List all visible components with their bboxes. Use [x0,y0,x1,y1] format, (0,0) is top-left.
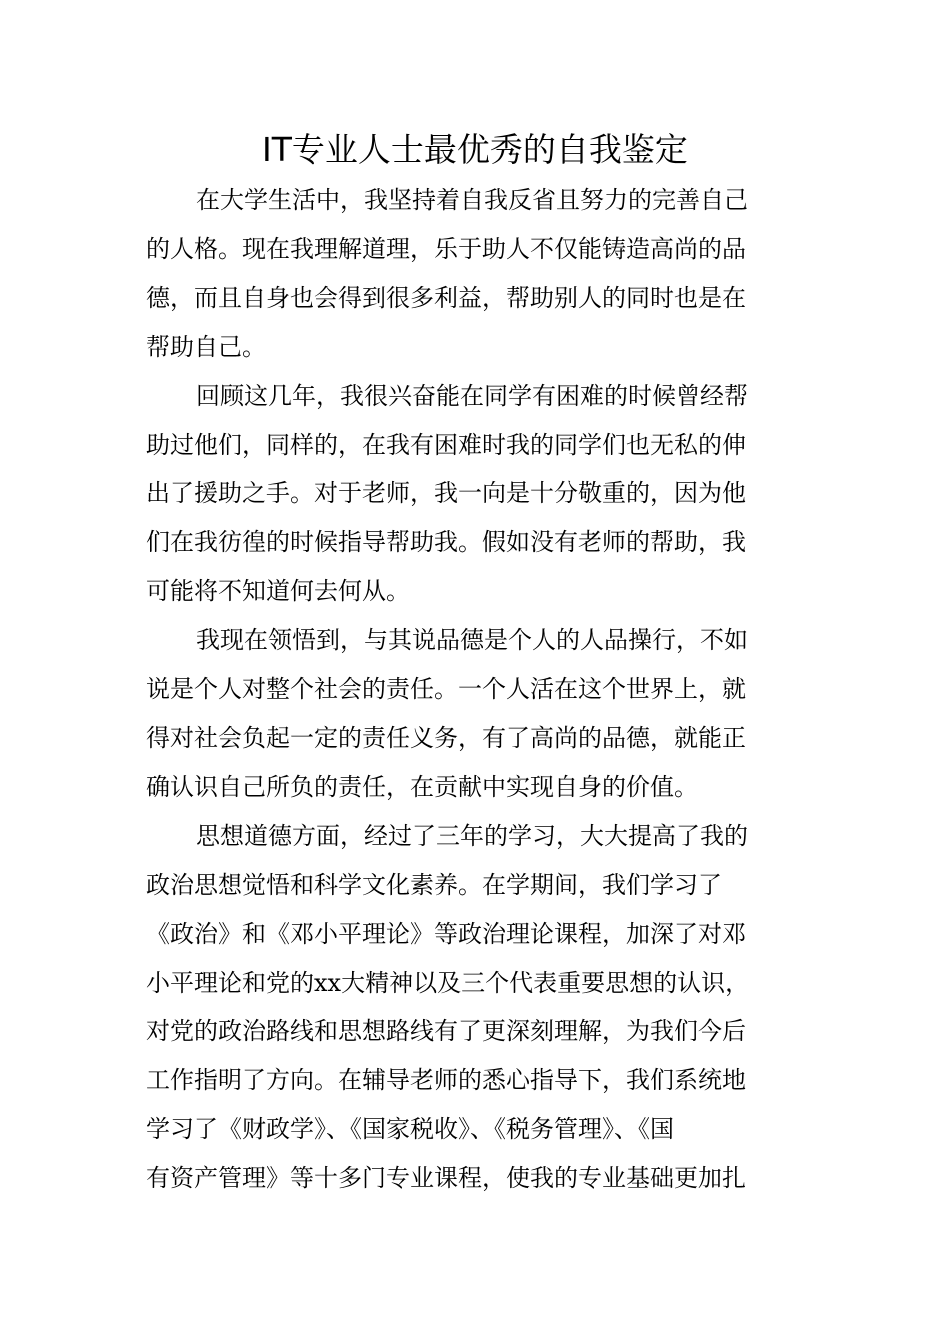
document-body [146,176,806,1203]
paragraph-3: 我现在领悟到，与其说品德是个人的人品操行，不如 说是个人对整个社会的责任。一个人活在这个世界上，就 得对社会负起一定的责任义务，有了高尚的品德，就能正 确认识自己所负的责任，在贡献中实现自身的价值。 [146,626,748,801]
document-title: IT专业人士最优秀的自我鉴定 [262,130,688,169]
paragraph-2: 回顾这几年，我很兴奋能在同学有困难的时候曾经帮 助过他们，同样的，在我有困难时我的同学们也无私的伸 出了援助之手。对于老师，我一向是十分敬重的，因为他 们在我彷徨的时候指导帮助我。假如没有老师的帮助，我 可能将不知道何去何从。 [146,381,748,606]
paragraph-1: 在大学生活中，我坚持着自我反省且努力的完善自己 的人格。现在我理解道理，乐于助人不仅能铸造高尚的品 德，而且自身也会得到很多利益，帮助别人的同时也是在 帮助自己。 [146,186,748,361]
paragraph-4: 思想道德方面，经过了三年的学习，大大提高了我的 政治思想觉悟和科学文化素养。在学期间，我们学习了 《政治》和《邓小平理论》等政治理论课程，加深了对邓 小平理论和党的xx大精神以及三个代表重要思想的认识， 对党的政治路线和思想路线有了更深刻理解，为我们今后 工作指明了方向。在辅导老师的悉心指导下，我们系统地 学习了《财政学》、《国家税收》、《税务管理》、《国 有资产管理》等十多门专业课程，使我的专业基础更加扎 [146,821,750,1193]
